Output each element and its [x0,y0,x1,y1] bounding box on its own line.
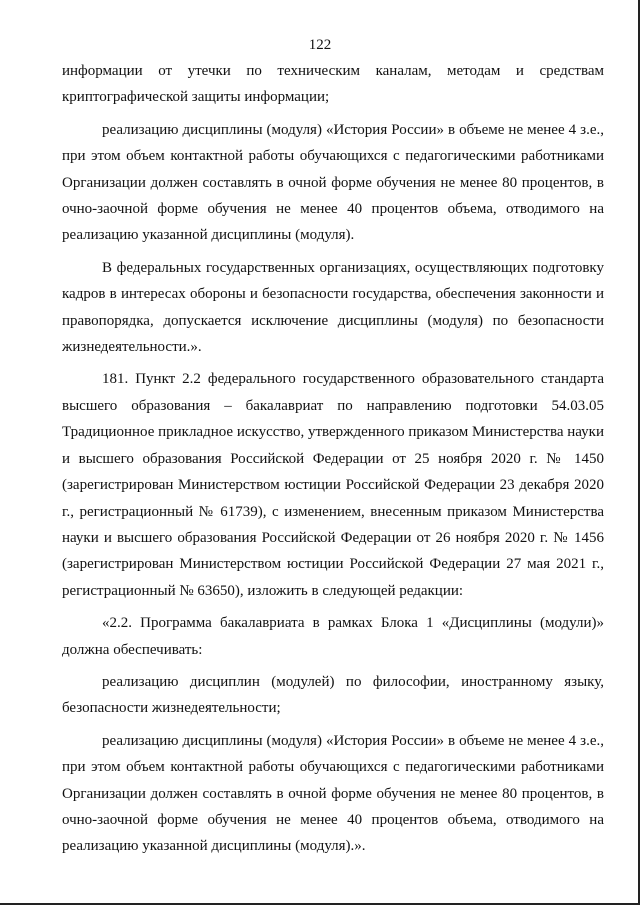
page-number: 122 [308,37,332,53]
paragraph-disciplines: реализацию дисциплин (модулей) по философии, иностранному языку, безопасности жизнедеятельности; [62,673,604,717]
document-body [62,58,604,860]
paragraph-program-2-2: «2.2. Программа бакалавриата в рамках Блока 1 «Дисциплины (модули)» должна обеспечивать: [62,615,604,658]
paragraph-continuation: информации от утечки по техническим каналам, методам и средствам криптографической защиты информации; [62,63,604,106]
paragraph-history-discipline-new: реализацию дисциплины (модуля) «История России» в объеме не менее 4 з.е., при этом объем контактной работы обучающихся с педагогическими работниками Организации должен составлять в очной форме обучения не менее 80 процентов, в очно-заочной форме обучения не менее 40 процентов объема, отводимого на реализацию указанной дисциплины (модуля).». [62,732,604,855]
paragraph-federal-organizations: В федеральных государственных организациях, осуществляющих подготовку кадров в интересах обороны и безопасности государства, обеспечения законности и правопорядка, допускается исключение дисциплины (модуля) по безопасности жизнедеятельности.». [62,259,604,356]
paragraph-history-discipline: реализацию дисциплины (модуля) «История России» в объеме не менее 4 з.е., при этом объем контактной работы обучающихся с педагогическими работниками Организации должен составлять в очной форме обучения не менее 80 процентов, в очно-заочной форме обучения не менее 40 процентов объема, отводимого на реализацию указанной дисциплины (модуля). [62,121,604,244]
paragraph-item-181: 181. Пункт 2.2 федерального государственного образовательного стандарта высшего образования – бакалавриат по направлению подготовки 54.03.05 Традиционное прикладное искусство, утвержденного приказом Министерства науки и высшего образования Российской Федерации от 25 ноября 2020 г. № 1450 (зарегистрирован Министерством юстиции Российской Федерации 23 декабря 2020 г., регистрационный № 61739), с изменением, внесенным приказом Министерства науки и высшего образования Российской Федерации от 26 ноября 2020 г. № 1456 (зарегистрирован Министерством юстиции Российской Федерации 27 мая 2021 г., регистрационный № 63650), изложить в следующей редакции: [62,371,604,599]
